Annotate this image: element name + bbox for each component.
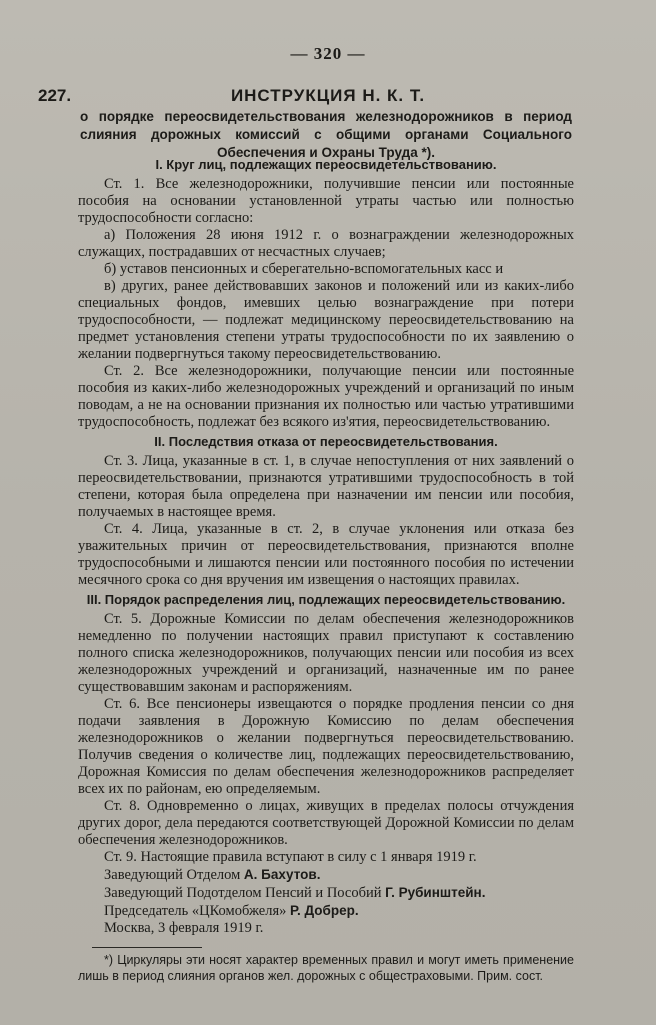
footnote: *) Циркуляры эти носят характер временных правил и могут иметь применение лишь в период слияния органов жел. дорожных с общестраховыми. Прим. сост. — [78, 953, 574, 983]
article-4: Ст. 4. Лица, указанные в ст. 2, в случае уклонения или отказа без уважительных причин от переосвидетельствования, признаются вполне трудоспособными и лишаются пенсии или постоянного пособия по истечении месячного срока со дня вручения им извещения о настоящих правилах. — [78, 521, 574, 588]
section-heading-3: III. Порядок распределения лиц, подлежащих переосвидетельствованию. — [86, 592, 566, 607]
page-number: — 320 — — [290, 44, 366, 63]
document-number: 227. — [38, 86, 72, 105]
signature-role: Председатель «ЦКомобжеля» — [104, 903, 287, 919]
signature-name: Г. Рубинштейн. — [385, 885, 486, 900]
section-heading-1: I. Круг лиц, подлежащих переосвидетельствованию. — [155, 157, 497, 172]
footnote-divider — [92, 947, 202, 948]
signature-line-3 — [78, 902, 574, 920]
article-1-item-v: в) других, ранее действовавших законов и положений или из каких-либо специальных фондов, имевших целью вознаграждение при потери трудоспособности, — подлежат медицинскому переосвидетельствованию на предмет установления степени утраты трудоспособности по их заявлению о желании подвергнуться такому переосвидетельствованию. — [78, 278, 574, 362]
signature-line-1 — [78, 866, 574, 884]
article-5: Ст. 5. Дорожные Комиссии по делам обеспечения железнодорожников немедленно по получении настоящих правил приступают к составлению полного списка железнодорожников, получающих пенсии или пособия из всех железнодорожных учреждений и организаций, назначенные им по ранее существовавшим законам и распоряжениям. — [78, 611, 574, 695]
document-body — [78, 154, 574, 984]
article-3: Ст. 3. Лица, указанные в ст. 1, в случае непоступления от них заявлений о переосвидетельствовании, признаются утратившими трудоспособность в той степени, которая была определена при назначении им пенсии или пособия, получаемых в настоящее время. — [78, 453, 574, 520]
section-heading-2: II. Последствия отказа от переосвидетельствования. — [154, 434, 498, 449]
article-2: Ст. 2. Все железнодорожники, получающие пенсии или постоянные пособия из каких-либо железнодорожных учреждений и организаций по иным поводам, а не на основании признания их полностью или частью утратившими трудоспособность, подлежат без всякого из'ятия, переосвидетельствованию. — [78, 363, 574, 430]
place-date: Москва, 3 февраля 1919 г. — [104, 920, 264, 936]
article-6: Ст. 6. Все пенсионеры извещаются о порядке продления пенсии со дня подачи заявления в Дорожную Комиссию по делам обеспечения железнодорожников о желании подвергнуться переосвидетельствованию. Получив сведения о количестве лиц, подлежащих переосвидетельствованию, Дорожная Комиссия по делам обеспечения железнодорожников распределяет всех их по районам, ею определяемым. — [78, 696, 574, 797]
document-subtitle: о порядке переосвидетельствования железнодорожников в период слияния дорожных комиссий с общими органами Социального Обеспечения и Охраны Труда *). — [80, 109, 572, 160]
signature-line-2 — [78, 884, 574, 902]
article-1-item-a: а) Положения 28 июня 1912 г. о вознаграждении железнодорожных служащих, пострадавших от несчастных случаев; — [78, 227, 574, 260]
article-8: Ст. 8. Одновременно о лицах, живущих в пределах полосы отчуждения других дорог, дела передаются соответствующей Дорожной Комиссии по делам обеспечения железнодорожников. — [78, 798, 574, 848]
article-9: Ст. 9. Настоящие правила вступают в силу с 1 января 1919 г. — [104, 849, 477, 865]
article-1-intro: Ст. 1. Все железнодорожники, получившие пенсии или постоянные пособия на основании установленной утраты частью или полностью трудоспособности согласно: — [78, 176, 574, 226]
signature-name: А. Бахутов. — [243, 867, 321, 882]
signature-role: Заведующий Отделом — [104, 867, 241, 883]
signature-role: Заведующий Подотделом Пенсий и Пособий — [104, 885, 382, 901]
signature-name: Р. Добрер. — [290, 903, 359, 918]
article-1-item-b: б) уставов пенсионных и сберегательно-вспомогательных касс и — [104, 261, 504, 277]
document-title: ИНСТРУКЦИЯ Н. К. Т. — [230, 86, 426, 105]
